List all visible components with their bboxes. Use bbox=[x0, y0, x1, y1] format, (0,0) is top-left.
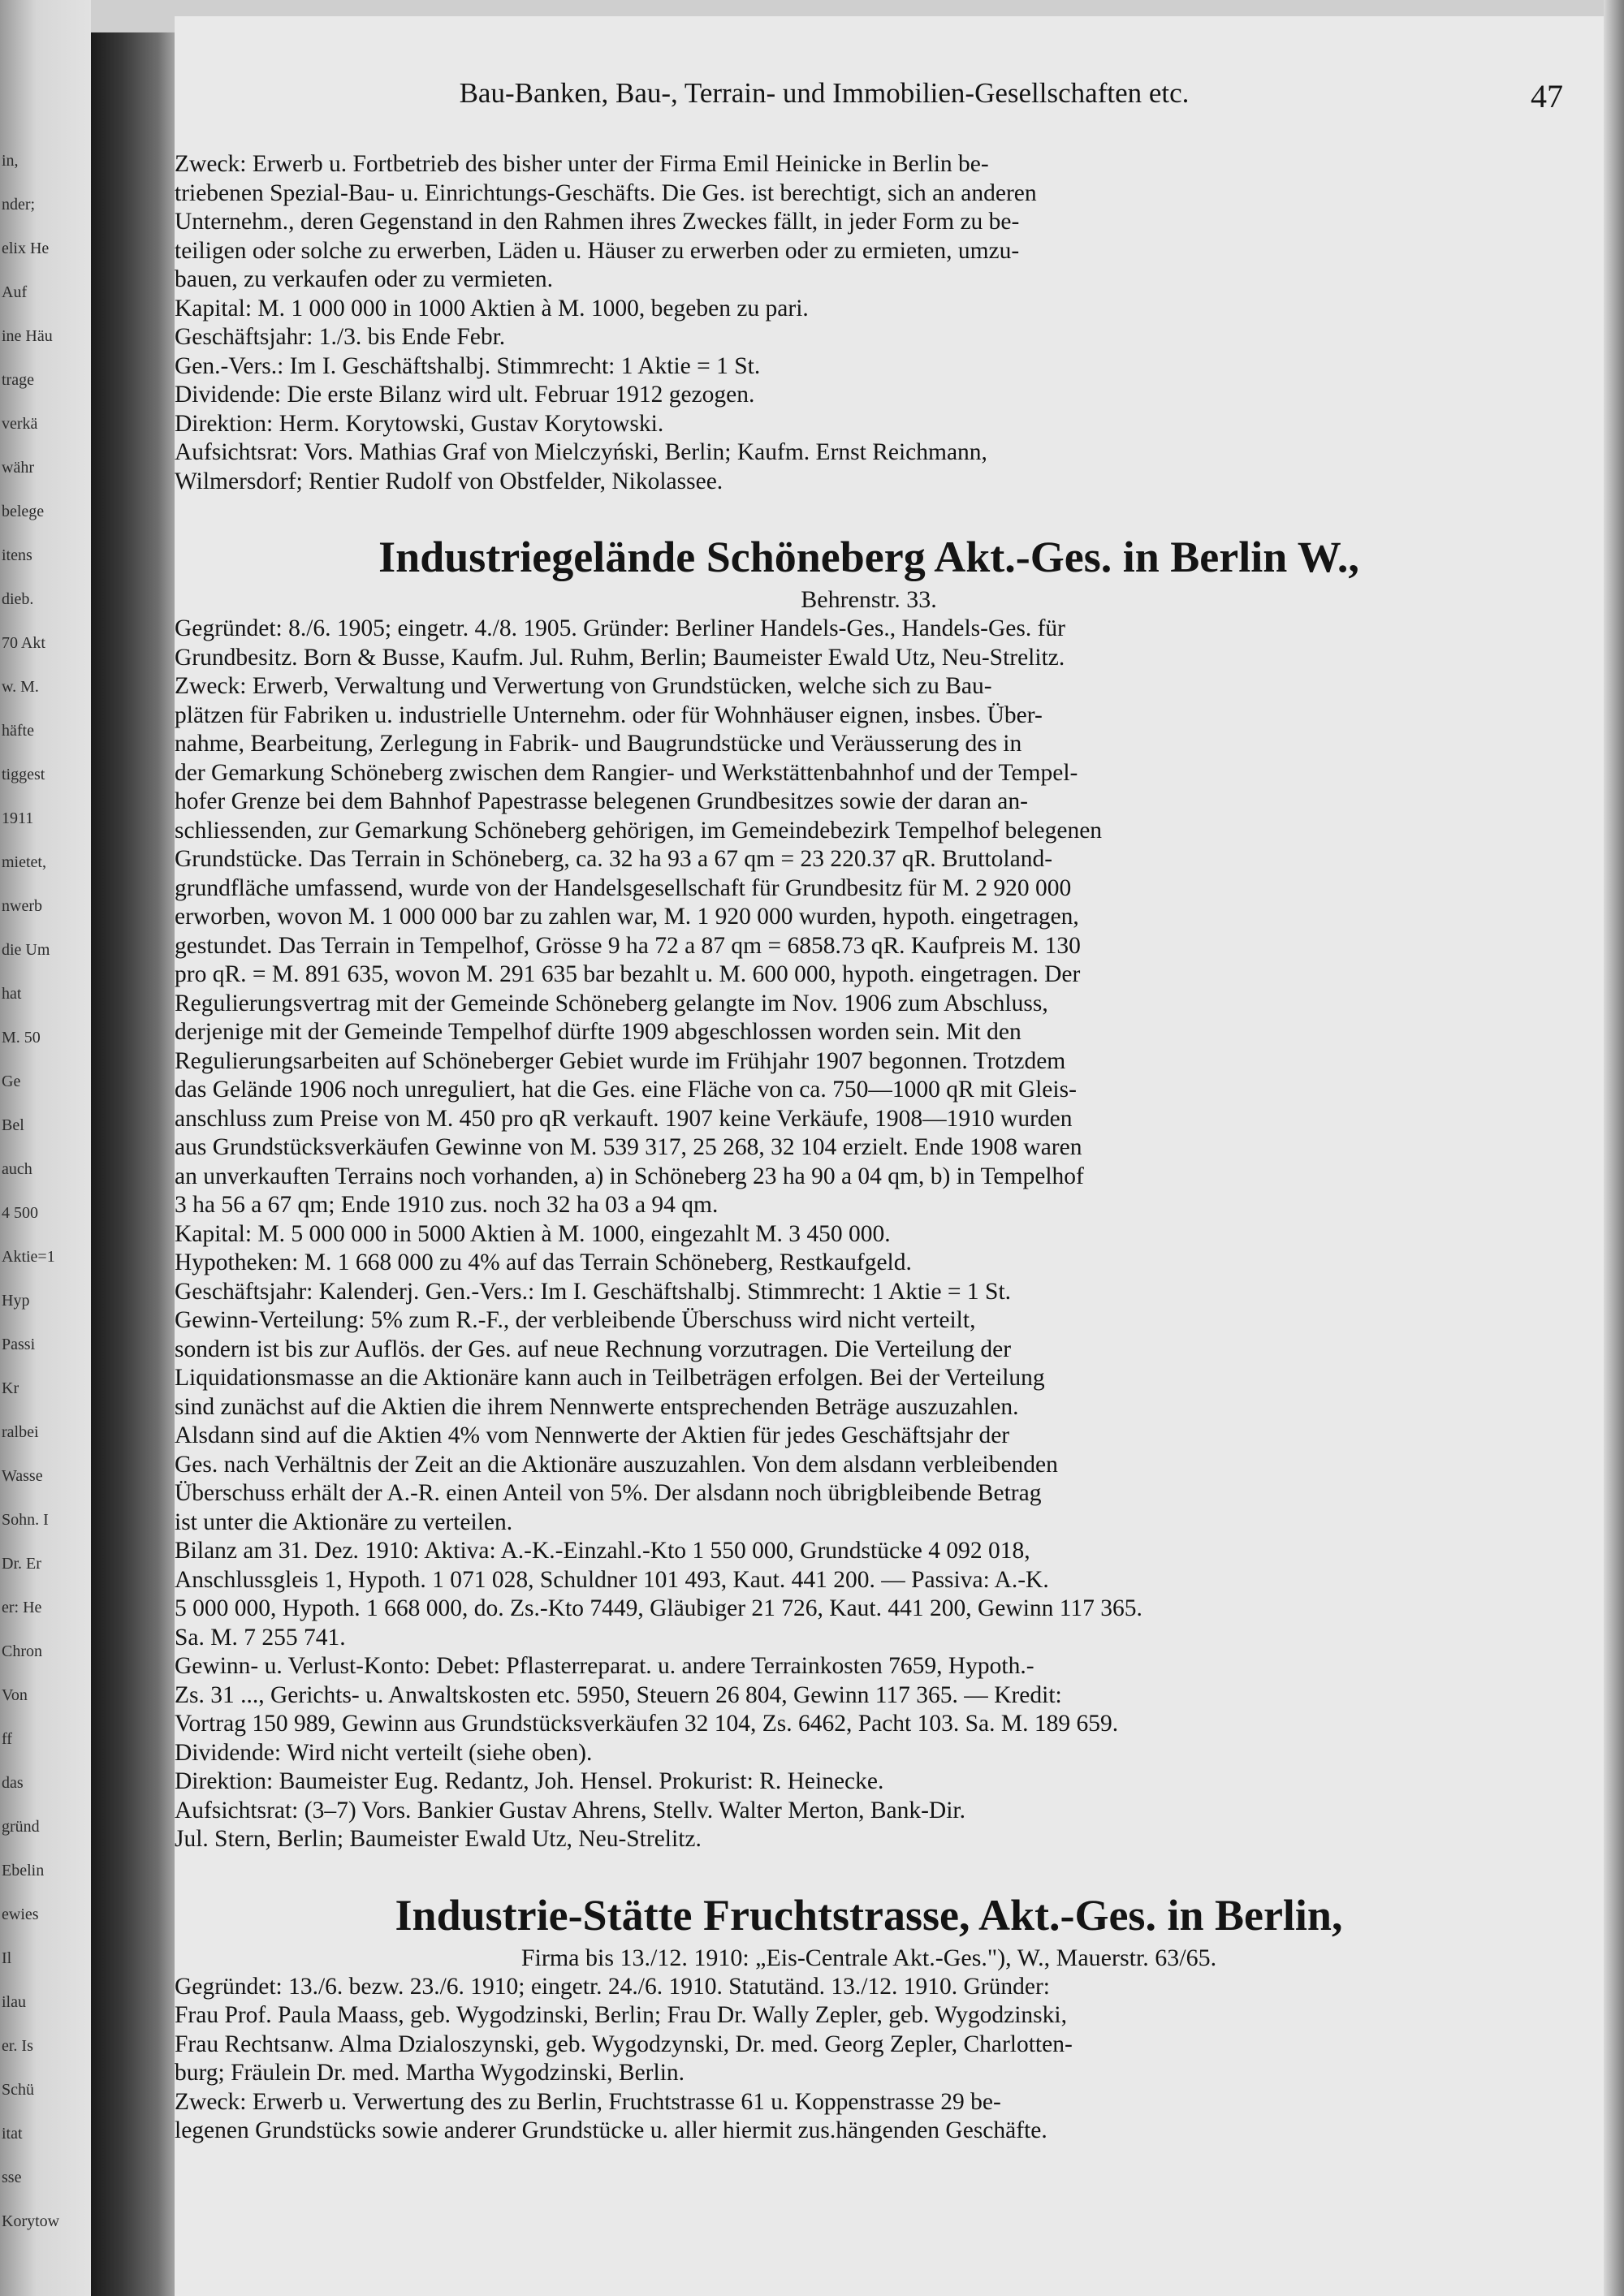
text-line: Frau Rechtsanw. Alma Dzialoszynski, geb. Wygodzynski, Dr. med. Georg Zepler, Charlotten- bbox=[175, 2031, 1073, 2057]
text-line: Direktion: Herm. Korytowski, Gustav Korytowski. bbox=[175, 410, 664, 437]
left-page-text: Auf bbox=[2, 283, 28, 301]
left-page-text: itens bbox=[2, 546, 32, 564]
text-line: Vortrag 150 989, Gewinn aus Grundstücksverkäufen 32 104, Zs. 6462, Pacht 103. Sa. M. 189 659. bbox=[175, 1711, 1119, 1737]
text-line: Kapital: M. 1 000 000 in 1000 Aktien à M. 1000, begeben zu pari. bbox=[175, 295, 809, 322]
entry-heinicke bbox=[175, 150, 1563, 496]
left-page-text: ilau bbox=[2, 1993, 26, 2011]
text-line: plätzen für Fabriken u. industrielle Unternehm. oder für Wohnhäuser eignen, insbes. Über- bbox=[175, 701, 1043, 728]
text-line: Hypotheken: M. 1 668 000 zu 4% auf das Terrain Schöneberg, Restkaufgeld. bbox=[175, 1249, 912, 1275]
running-head-title: Bau-Banken, Bau-, Terrain- und Immobilien-Gesellschaften etc. bbox=[459, 77, 1190, 109]
left-page-text: Ebelin bbox=[2, 1862, 45, 1880]
text-line: teiligen oder solche zu erwerben, Läden u. Häuser zu erwerben oder zu ermieten, umzu- bbox=[175, 237, 1020, 264]
left-page-text: Kr bbox=[2, 1379, 19, 1397]
text-line: Zweck: Erwerb u. Fortbetrieb des bisher unter der Firma Emil Heinicke in Berlin be- bbox=[175, 151, 989, 177]
left-page-text: Chron bbox=[2, 1642, 42, 1660]
text-line: Unternehm., deren Gegenstand in den Rahmen ihres Zweckes fällt, in jeder Form zu be- bbox=[175, 209, 1020, 235]
left-page-text: das bbox=[2, 1774, 24, 1792]
text-line: legenen Grundstücks sowie anderer Grundstücke u. aller hiermit zus.hängenden Geschäfte. bbox=[175, 2117, 1047, 2143]
page-edge bbox=[1604, 0, 1624, 2296]
text-line: bauen, zu verkaufen oder zu vermieten. bbox=[175, 266, 554, 292]
left-page-text: dieb. bbox=[2, 590, 34, 608]
text-line: Zweck: Erwerb, Verwaltung und Verwertung von Grundstücken, welche sich zu Bau- bbox=[175, 673, 992, 699]
left-page-text: ralbei bbox=[2, 1423, 39, 1441]
text-line: 3 ha 56 a 67 qm; Ende 1910 zus. noch 32 ha 03 a 94 qm. bbox=[175, 1192, 719, 1218]
left-page-text: ine Häu bbox=[2, 327, 53, 345]
text-line: der Gemarkung Schöneberg zwischen dem Rangier- und Werkstättenbahnhof und der Tempel- bbox=[175, 759, 1078, 786]
left-page-text: Passi bbox=[2, 1336, 36, 1353]
left-page-text: ewies bbox=[2, 1905, 39, 1923]
left-page-text: ff bbox=[2, 1730, 12, 1748]
left-page-text: in, bbox=[2, 152, 19, 170]
text-line: Dividende: Wird nicht verteilt (siehe oben). bbox=[175, 1739, 593, 1766]
text-line: triebenen Spezial-Bau- u. Einrichtungs-Geschäfts. Die Ges. ist berechtigt, sich an anderen bbox=[175, 179, 1037, 206]
text-line: Gegründet: 13./6. bezw. 23./6. 1910; eingetr. 24./6. 1910. Statutänd. 13./12. 1910. Gründer: bbox=[175, 1973, 1050, 2000]
left-page-text: Wasse bbox=[2, 1467, 43, 1485]
left-page-text: trage bbox=[2, 371, 34, 389]
text-line: burg; Fräulein Dr. med. Martha Wygodzinski, Berlin. bbox=[175, 2060, 685, 2086]
text-line: Aufsichtsrat: (3–7) Vors. Bankier Gustav Ahrens, Stellv. Walter Merton, Bank-Dir. bbox=[175, 1797, 965, 1823]
text-line: Regulierungsvertrag mit der Gemeinde Schöneberg gelangte im Nov. 1906 zum Abschluss, bbox=[175, 990, 1048, 1016]
text-line: 5 000 000, Hypoth. 1 668 000, do. Zs.-Kto 7449, Gläubiger 21 726, Kaut. 441 200, Gewinn 117 365. bbox=[175, 1595, 1142, 1621]
left-page-text: M. 50 bbox=[2, 1029, 41, 1047]
left-page-text: belege bbox=[2, 503, 45, 520]
left-page-text: nder; bbox=[2, 196, 36, 214]
left-page-text: er. Is bbox=[2, 2037, 33, 2055]
text-line: Gewinn-Verteilung: 5% zum R.-F., der verbleibende Überschuss wird nicht verteilt, bbox=[175, 1307, 976, 1333]
text-line: Grundstücke. Das Terrain in Schöneberg, ca. 32 ha 93 a 67 qm = 23 220.37 qR. Bruttoland- bbox=[175, 846, 1053, 872]
text-line: gestundet. Das Terrain in Tempelhof, Grösse 9 ha 72 a 87 qm = 6858.73 qR. Kaufpreis M. 130 bbox=[175, 932, 1081, 959]
left-page-text: Hyp bbox=[2, 1292, 30, 1310]
left-page-text: häfte bbox=[2, 722, 34, 740]
entry-title-industriegelaende: Industriegelände Schöneberg Akt.-Ges. in Berlin W., bbox=[378, 533, 1359, 581]
left-page-text: Aktie=1 bbox=[2, 1248, 55, 1266]
text-line: hofer Grenze bei dem Bahnhof Papestrasse belegenen Grundbesitzes sowie der daran an- bbox=[175, 788, 1028, 814]
left-page-text: gründ bbox=[2, 1818, 40, 1836]
text-line: Jul. Stern, Berlin; Baumeister Ewald Utz, Neu-Strelitz. bbox=[175, 1826, 702, 1852]
left-page-text: sse bbox=[2, 2169, 22, 2186]
left-page-text: Schü bbox=[2, 2081, 34, 2099]
left-page-text: verkä bbox=[2, 415, 38, 433]
left-page-text: Korytow bbox=[2, 2212, 60, 2230]
page-number: 47 bbox=[1531, 78, 1563, 114]
entry-fruchtstrasse bbox=[175, 1973, 1563, 2146]
text-line: Alsdann sind auf die Aktien 4% vom Nennwerte der Aktien für jedes Geschäftsjahr der bbox=[175, 1422, 1010, 1448]
text-line: Zweck: Erwerb u. Verwertung des zu Berlin, Fruchtstrasse 61 u. Koppenstrasse 29 be- bbox=[175, 2088, 1001, 2115]
left-page-text: Bel bbox=[2, 1116, 24, 1134]
entry-address-industriegelaende: Behrenstr. 33. bbox=[801, 586, 937, 613]
text-line: Bilanz am 31. Dez. 1910: Aktiva: A.-K.-Einzahl.-Kto 1 550 000, Grundstücke 4 092 018, bbox=[175, 1538, 1030, 1564]
entry-subtitle-fruchtstrasse: Firma bis 13./12. 1910: „Eis-Centrale Akt.-Ges."), W., Mauerstr. 63/65. bbox=[520, 1944, 1217, 1971]
text-line: Sa. M. 7 255 741. bbox=[175, 1624, 346, 1651]
text-line: derjenige mit der Gemeinde Tempelhof dürfte 1909 abgeschlossen worden sein. Mit den bbox=[175, 1019, 1021, 1045]
left-page-text: Ge bbox=[2, 1072, 21, 1090]
left-page-fragment bbox=[0, 0, 91, 2296]
left-page-text: Dr. Er bbox=[2, 1555, 41, 1573]
page-content bbox=[175, 150, 1563, 2146]
text-line: schliessenden, zur Gemarkung Schöneberg gehörigen, im Gemeindebezirk Tempelhof belegenen bbox=[175, 817, 1103, 844]
left-page-text: hat bbox=[2, 985, 22, 1003]
text-line: an unverkauften Terrains noch vorhanden, a) in Schöneberg 23 ha 90 a 04 qm, b) in Tempelhof bbox=[175, 1163, 1084, 1189]
text-line: Wilmersdorf; Rentier Rudolf von Obstfelder, Nikolassee. bbox=[175, 468, 723, 494]
entry-title-fruchtstrasse: Industrie-Stätte Fruchtstrasse, Akt.-Ges. in Berlin, bbox=[395, 1890, 1343, 1940]
binding-gutter bbox=[91, 32, 180, 2296]
text-line: Direktion: Baumeister Eug. Redantz, Joh. Hensel. Prokurist: R. Heinecke. bbox=[175, 1768, 884, 1794]
right-page bbox=[175, 16, 1604, 2296]
left-page-text: Sohn. I bbox=[2, 1511, 49, 1529]
text-line: Gewinn- u. Verlust-Konto: Debet: Pflasterreparat. u. andere Terrainkosten 7659, Hypoth.- bbox=[175, 1653, 1034, 1679]
left-page-text: mietet, bbox=[2, 853, 46, 871]
left-page-text: nwerb bbox=[2, 897, 42, 915]
left-page-text: Von bbox=[2, 1686, 28, 1704]
text-line: Aufsichtsrat: Vors. Mathias Graf von Mielczyński, Berlin; Kaufm. Ernst Reichmann, bbox=[175, 439, 987, 465]
text-line: das Gelände 1906 noch unreguliert, hat die Ges. eine Fläche von ca. 750—1000 qR mit Gleis- bbox=[175, 1077, 1077, 1103]
text-line: Geschäftsjahr: 1./3. bis Ende Febr. bbox=[175, 324, 506, 350]
left-page-text: elix He bbox=[2, 240, 50, 257]
running-head bbox=[296, 77, 1563, 118]
text-line: Gen.-Vers.: Im I. Geschäftshalbj. Stimmrecht: 1 Aktie = 1 St. bbox=[175, 352, 761, 379]
text-line: nahme, Bearbeitung, Zerlegung in Fabrik- und Baugrundstücke und Veräusserung des in bbox=[175, 731, 1022, 757]
text-line: ist unter die Aktionäre zu verteilen. bbox=[175, 1508, 513, 1535]
left-page-text: Il bbox=[2, 1949, 12, 1967]
left-page-text: w. M. bbox=[2, 678, 39, 696]
text-line: pro qR. = M. 891 635, wovon M. 291 635 bar bezahlt u. M. 600 000, hypoth. eingetragen. Der bbox=[175, 961, 1081, 987]
text-line: Überschuss erhält der A.-R. einen Anteil von 5%. Der alsdann noch übrigbleibende Betrag bbox=[175, 1480, 1042, 1506]
text-line: Regulierungsarbeiten auf Schöneberger Gebiet wurde im Frühjahr 1907 begonnen. Trotzdem bbox=[175, 1047, 1066, 1074]
text-line: sondern ist bis zur Auflös. der Ges. auf neue Rechnung vorzutragen. Die Verteilung der bbox=[175, 1336, 1012, 1362]
text-line: Geschäftsjahr: Kalenderj. Gen.-Vers.: Im I. Geschäftshalbj. Stimmrecht: 1 Aktie = 1 St. bbox=[175, 1278, 1012, 1305]
left-page-text: währ bbox=[2, 459, 34, 477]
text-line: Ges. nach Verhältnis der Zeit an die Aktionäre auszuzahlen. Von dem alsdann verbleibenden bbox=[175, 1451, 1058, 1478]
left-page-text: er: He bbox=[2, 1599, 42, 1616]
text-line: Kapital: M. 5 000 000 in 5000 Aktien à M. 1000, eingezahlt M. 3 450 000. bbox=[175, 1220, 891, 1247]
text-line: Grundbesitz. Born & Busse, Kaufm. Jul. Ruhm, Berlin; Baumeister Ewald Utz, Neu-Strelitz. bbox=[175, 644, 1065, 671]
text-line: Dividende: Die erste Bilanz wird ult. Februar 1912 gezogen. bbox=[175, 382, 755, 408]
left-page-text: auch bbox=[2, 1160, 32, 1178]
entry-industriegelaende bbox=[175, 615, 1563, 1854]
text-line: grundfläche umfassend, wurde von der Handelsgesellschaft für Grundbesitz für M. 2 920 000 bbox=[175, 874, 1072, 901]
text-line: erworben, wovon M. 1 000 000 bar zu zahlen war, M. 1 920 000 wurden, hypoth. eingetragen, bbox=[175, 904, 1079, 930]
left-page-text: 1911 bbox=[2, 809, 34, 827]
text-line: aus Grundstücksverkäufen Gewinne von M. 539 317, 25 268, 32 104 erzielt. Ende 1908 waren bbox=[175, 1134, 1082, 1160]
text-line: Gegründet: 8./6. 1905; eingetr. 4./8. 1905. Gründer: Berliner Handels-Ges., Handels-Ges. für bbox=[175, 615, 1065, 641]
text-line: Anschlussgleis 1, Hypoth. 1 071 028, Schuldner 101 493, Kaut. 441 200. — Passiva: A.-K. bbox=[175, 1566, 1049, 1593]
text-line: Zs. 31 ..., Gerichts- u. Anwaltskosten etc. 5950, Steuern 26 804, Gewinn 117 365. — Kredit: bbox=[175, 1681, 1062, 1708]
left-page-text: die Um bbox=[2, 941, 50, 959]
text-line: anschluss zum Preise von M. 450 pro qR verkauft. 1907 keine Verkäufe, 1908—1910 wurden bbox=[175, 1105, 1073, 1132]
text-line: sind zunächst auf die Aktien die ihrem Nennwerte entsprechenden Beträge auszuzahlen. bbox=[175, 1393, 1019, 1420]
left-page-text: tiggest bbox=[2, 766, 45, 783]
left-page-text: 70 Akt bbox=[2, 634, 45, 652]
left-page-text: 4 500 bbox=[2, 1204, 38, 1222]
left-page-text: itat bbox=[2, 2125, 23, 2143]
text-line: Liquidationsmasse an die Aktionäre kann auch in Teilbeträgen erfolgen. Bei der Verteilung bbox=[175, 1365, 1045, 1391]
text-line: Frau Prof. Paula Maass, geb. Wygodzinski, Berlin; Frau Dr. Wally Zepler, geb. Wygodzinski, bbox=[175, 2002, 1067, 2028]
